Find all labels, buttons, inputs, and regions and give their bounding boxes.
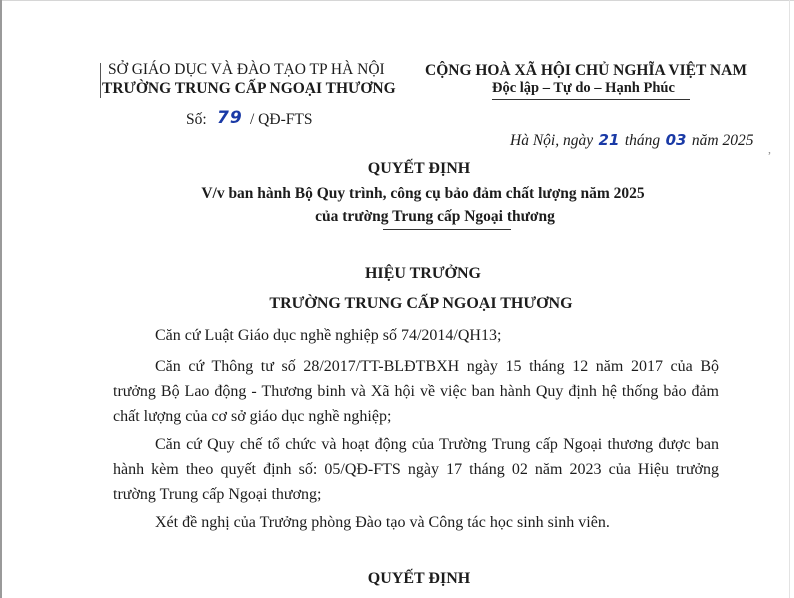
page-edge-left (0, 0, 2, 598)
basis-paragraph-2: Căn cứ Thông tư số 28/2017/TT-BLĐTBXH ngày 15 tháng 12 năm 2017 của Bộ trưởng Bộ Lao động - Thương binh và Xã hội về việc ban hành Quy định hệ thống bảo đảm chất lượng của cơ sở giáo dục nghề nghiệp; (113, 358, 719, 425)
decision-heading: QUYẾT ĐỊNH (367, 570, 471, 587)
margin-mark (100, 63, 101, 98)
page-edge-top (0, 0, 794, 1)
document-subject-cont: của trường Trung cấp Ngoại thương (315, 208, 555, 225)
doc-number-label: Số: (186, 111, 207, 128)
page-mark: , (768, 142, 771, 156)
date-prefix: Hà Nội, ngày (510, 132, 594, 149)
date-month-handwritten: 03 (665, 131, 687, 149)
proposal-paragraph: Xét đề nghị của Trưởng phòng Đào tạo và Công tác học sinh sinh viên. (155, 514, 610, 531)
date-year: năm 2025 (691, 132, 754, 149)
doc-number-handwritten: 79 (217, 108, 243, 128)
document-subject: V/v ban hành Bộ Quy trình, công cụ bảo đảm chất lượng năm 2025 (201, 185, 645, 202)
national-title: CỘNG HOÀ XÃ HỘI CHỦ NGHĨA VIỆT NAM (425, 62, 747, 79)
authority-title: HIỆU TRƯỞNG (364, 265, 481, 282)
title-underline (383, 229, 511, 230)
doc-number-suffix: / QĐ-FTS (250, 111, 313, 128)
basis-paragraph-3: Căn cứ Quy chế tổ chức và hoạt động của Trường Trung cấp Ngoại thương được ban hành kèm theo quyết định số: 05/QĐ-FTS ngày 17 tháng 02 năm 2023 của Hiệu trưởng trường Trung cấp Ngoại thương; (113, 436, 719, 503)
date-month-label: tháng (624, 132, 661, 149)
department-name: SỞ GIÁO DỤC VÀ ĐÀO TẠO TP HÀ NỘI (108, 61, 385, 78)
school-name: TRƯỜNG TRUNG CẤP NGOẠI THƯƠNG (102, 80, 396, 97)
issue-date (510, 131, 753, 150)
motto-underline (492, 99, 690, 100)
basis-paragraph-1: Căn cứ Luật Giáo dục nghề nghiệp số 74/2014/QH13; (155, 327, 502, 344)
document-title: QUYẾT ĐỊNH (367, 160, 471, 177)
authority-org: TRƯỜNG TRUNG CẤP NGOẠI THƯƠNG (269, 295, 573, 312)
national-motto: Độc lập – Tự do – Hạnh Phúc (492, 80, 675, 96)
date-day-handwritten: 21 (598, 131, 620, 149)
